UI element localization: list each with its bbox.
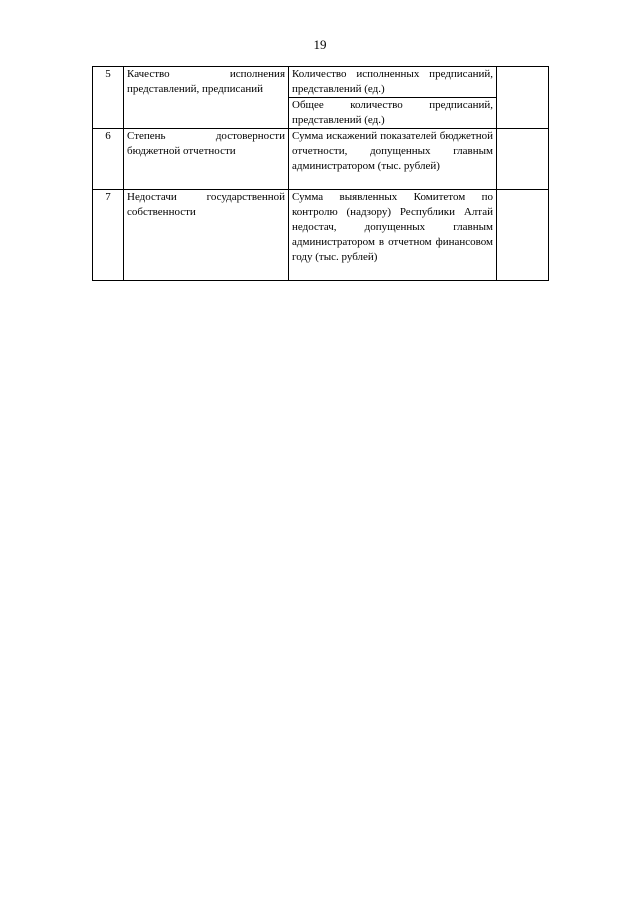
table-row [93,129,549,190]
indicators-table [92,66,549,281]
indicator-name: Качество исполнения представлений, предписаний [124,67,289,129]
value-cell [497,129,549,190]
component-description: Количество исполненных предписаний, представлений (ед.) [289,67,497,98]
row-number: 6 [93,129,124,190]
indicator-name: Недостачи государственной собственности [124,190,289,281]
component-description: Сумма выявленных Комитетом по контролю (надзору) Республики Алтай недостач, допущенных главным администратором в отчетном финансовом году (тыс. рублей) [289,190,497,281]
table-row [93,190,549,281]
row-number: 5 [93,67,124,129]
value-cell [497,190,549,281]
row-number: 7 [93,190,124,281]
component-description: Сумма искажений показателей бюджетной отчетности, допущенных главным администратором (тыс. рублей) [289,129,497,190]
value-cell [497,67,549,129]
table-row [93,67,549,98]
indicator-name: Степень достоверности бюджетной отчетности [124,129,289,190]
component-description: Общее количество предписаний, представлений (ед.) [289,98,497,129]
page-number: 19 [313,37,327,52]
